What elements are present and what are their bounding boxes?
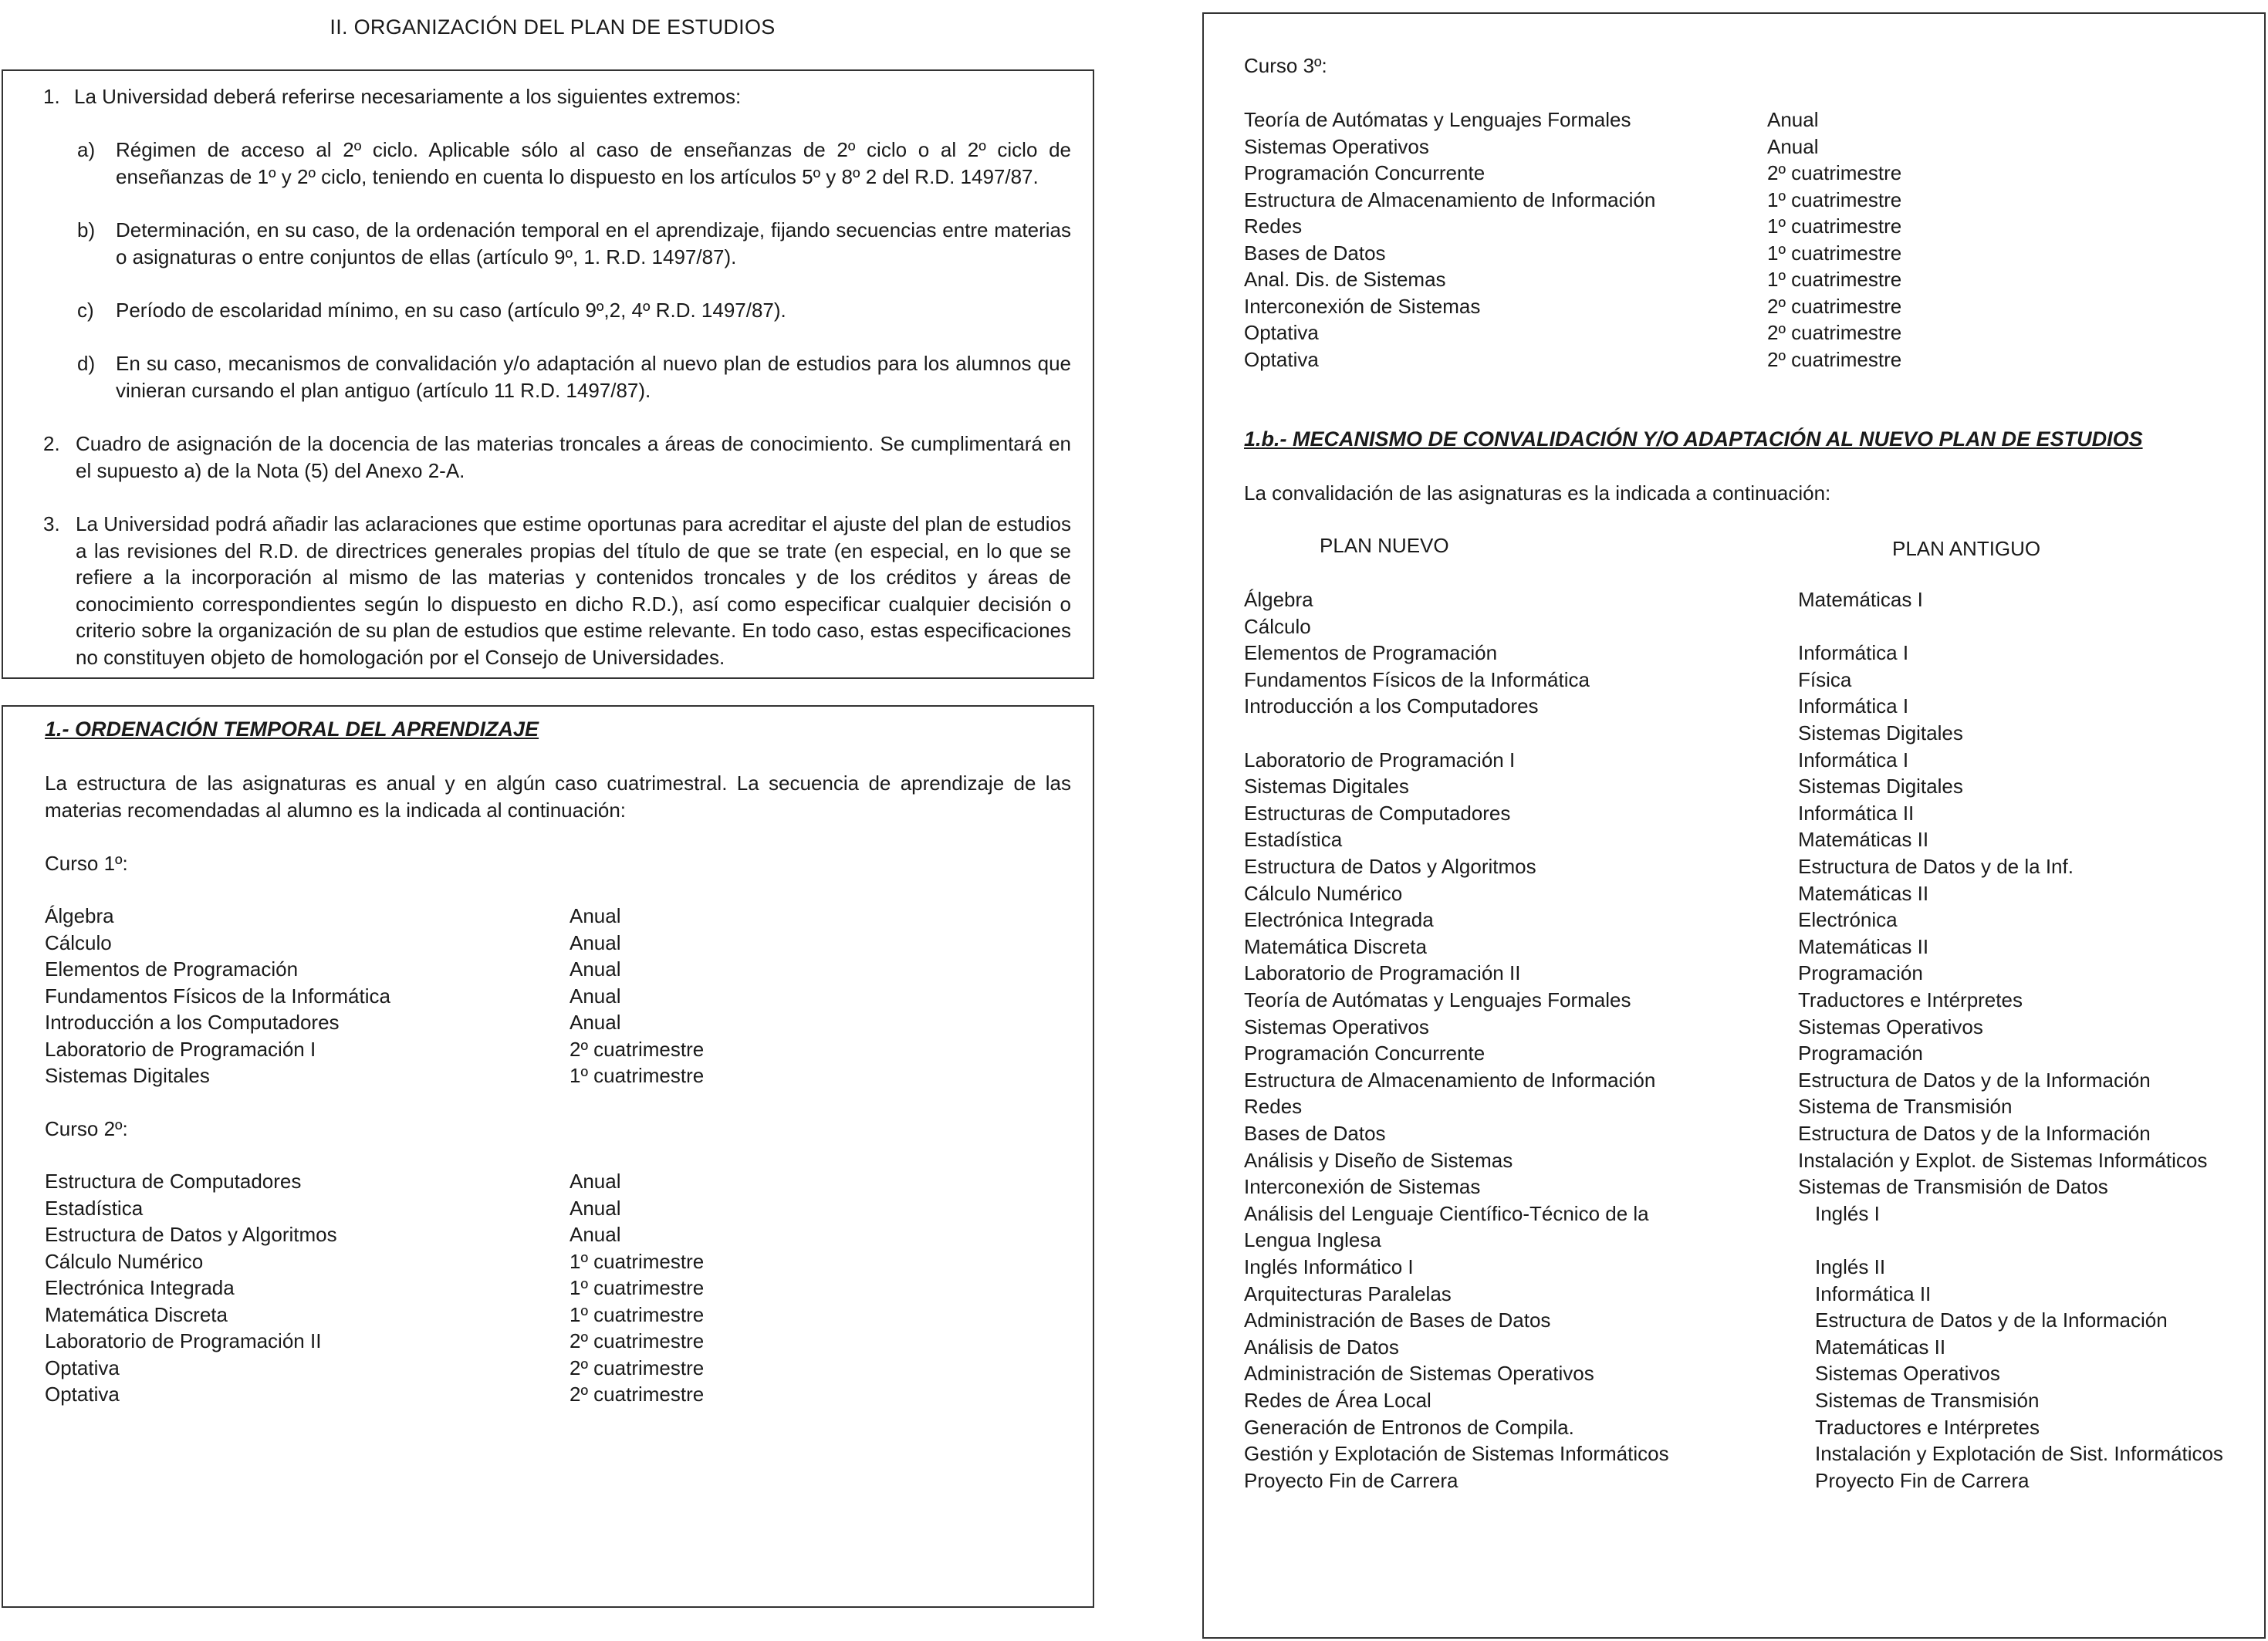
- plan-nuevo: Electrónica Integrada: [1244, 908, 1434, 932]
- plan-antiguo: Estructura de Datos y de la Información: [1798, 1068, 2151, 1092]
- table-row: [1244, 1093, 2263, 1120]
- table-row: [45, 1221, 1048, 1248]
- table-row: [1244, 880, 2263, 907]
- table-row: [1244, 160, 2247, 187]
- table-row: [45, 1062, 1048, 1089]
- subject: Interconexión de Sistemas: [1244, 294, 1481, 318]
- plan-antiguo: Electrónica: [1798, 908, 1898, 932]
- plan-nuevo: Administración de Bases de Datos: [1244, 1308, 1551, 1332]
- table-row: [1244, 1414, 2263, 1441]
- subject: Teoría de Autómatas y Lenguajes Formales: [1244, 108, 1631, 131]
- col-header-new: PLAN NUEVO: [1320, 534, 1449, 557]
- plan-nuevo: Álgebra: [1244, 588, 1313, 611]
- period: 2º cuatrimestre: [570, 1329, 705, 1352]
- period: Anual: [1767, 134, 1819, 158]
- curso-1-label: Curso 1º:: [45, 852, 128, 875]
- table-row: [1244, 693, 2263, 720]
- plan-antiguo: Informática I: [1798, 694, 1909, 718]
- plan-antiguo: Instalación y Explot. de Sistemas Informáticos: [1798, 1148, 2208, 1172]
- plan-nuevo: Administración de Sistemas Operativos: [1244, 1362, 1594, 1386]
- convalidacion-intro: La convalidación de las asignaturas es la indicada a continuación:: [1244, 481, 1831, 505]
- table-row: [1244, 907, 2263, 934]
- plan-antiguo: Traductores e Intérpretes: [1815, 1415, 2040, 1439]
- table-row: [1244, 213, 2247, 240]
- table-row: [1244, 1120, 2263, 1147]
- plan-antiguo: Matemáticas II: [1798, 881, 1929, 905]
- subject: Sistemas Digitales: [45, 1064, 210, 1087]
- plan-antiguo: Física: [1798, 667, 1852, 691]
- plan-antiguo: Traductores e Intérpretes: [1798, 988, 2023, 1011]
- plan-nuevo: Inglés Informático I: [1244, 1255, 1414, 1278]
- table-row: [1244, 106, 2247, 133]
- sub-b-text: Determinación, en su caso, de la ordenación temporal en el aprendizaje, fijando secuencias entre materias o asignaturas o entre conjuntos de ellas (artículo 9º, 1. R.D. 1497/87).: [116, 218, 1071, 268]
- table-row: [45, 956, 1048, 983]
- plan-antiguo: Informática II: [1798, 801, 1915, 825]
- plan-nuevo: Arquitecturas Paralelas: [1244, 1281, 1452, 1305]
- subject: Optativa: [1244, 321, 1319, 344]
- plan-nuevo: Redes: [1244, 1095, 1303, 1119]
- subject: Elementos de Programación: [45, 957, 299, 981]
- table-row: [1244, 987, 2263, 1014]
- plan-nuevo: Estructura de Almacenamiento de Información: [1244, 1068, 1656, 1092]
- plan-antiguo: Sistema de Transmisión: [1798, 1095, 2013, 1119]
- plan-nuevo: Gestión y Explotación de Sistemas Informáticos: [1244, 1442, 1669, 1466]
- table-row: [45, 1328, 1048, 1355]
- plan-nuevo: Análisis de Datos: [1244, 1335, 1399, 1359]
- plan-antiguo: Matemáticas II: [1798, 828, 1929, 852]
- plan-antiguo: Informática II: [1815, 1281, 1932, 1305]
- plan-nuevo: Generación de Entronos de Compila.: [1244, 1415, 1574, 1439]
- table-row: [45, 1275, 1048, 1302]
- plan-nuevo: Introducción a los Computadores: [1244, 694, 1539, 718]
- period: 2º cuatrimestre: [570, 1037, 705, 1061]
- plan-nuevo: Laboratorio de Programación II: [1244, 961, 1521, 985]
- plan-antiguo: Inglés I: [1815, 1201, 1880, 1225]
- plan-antiguo: Sistemas de Transmisión de Datos: [1798, 1175, 2108, 1199]
- period: Anual: [570, 1196, 621, 1220]
- table-row: [1244, 1281, 2263, 1308]
- plan-antiguo: Sistemas Digitales: [1798, 721, 1963, 745]
- sub-d-label: d): [77, 352, 96, 375]
- period: Anual: [570, 1170, 621, 1193]
- plan-nuevo: Estadística: [1244, 828, 1343, 852]
- table-row: [1244, 1467, 2263, 1494]
- subject: Estadística: [45, 1196, 144, 1220]
- table-row: [1244, 1334, 2263, 1361]
- period: 1º cuatrimestre: [1767, 241, 1902, 265]
- ordenacion-heading: 1.- ORDENACIÓN TEMPORAL DEL APRENDIZAJE: [45, 718, 539, 741]
- plan-nuevo: Estructuras de Computadores: [1244, 801, 1511, 825]
- period: 2º cuatrimestre: [570, 1383, 705, 1406]
- period: 2º cuatrimestre: [570, 1356, 705, 1379]
- period: Anual: [570, 904, 621, 927]
- table-row: [1244, 1307, 2263, 1334]
- table-row: [45, 1302, 1048, 1329]
- table-row: [1244, 1254, 2263, 1281]
- table-row: [1244, 773, 2263, 800]
- plan-nuevo: Bases de Datos: [1244, 1122, 1386, 1145]
- subject: Álgebra: [45, 904, 114, 927]
- plan-nuevo: Proyecto Fin de Carrera: [1244, 1468, 1458, 1492]
- plan-nuevo: Sistemas Digitales: [1244, 775, 1409, 799]
- plan-nuevo: Cálculo: [1244, 614, 1311, 638]
- sub-a-label: a): [77, 138, 96, 161]
- plan-nuevo: Teoría de Autómatas y Lenguajes Formales: [1244, 988, 1631, 1011]
- curso-3-label: Curso 3º:: [1244, 54, 1327, 77]
- instructions-box: [2, 69, 1094, 679]
- item-2-text: Cuadro de asignación de la docencia de las materias troncales a áreas de conocimiento. Se cumplimentará en el supuesto a) de la Nota (5) del Anexo 2-A.: [76, 432, 1071, 482]
- table-row: [1244, 667, 2263, 694]
- ordenacion-box: [2, 705, 1094, 1608]
- table-row: [45, 1009, 1048, 1036]
- table-row: [1244, 800, 2263, 827]
- table-row: [1244, 187, 2247, 214]
- plan-antiguo: Proyecto Fin de Carrera: [1815, 1468, 2030, 1492]
- subject: Electrónica Integrada: [45, 1276, 235, 1299]
- subject: Sistemas Operativos: [1244, 134, 1429, 158]
- table-row: [1244, 1387, 2263, 1414]
- plan-antiguo: Estructura de Datos y de la Inf.: [1798, 855, 2074, 878]
- plan-nuevo: Estructura de Datos y Algoritmos: [1244, 855, 1536, 878]
- plan-antiguo: Matemáticas II: [1798, 934, 1929, 958]
- period: 2º cuatrimestre: [1767, 321, 1902, 344]
- table-row: [1244, 1067, 2263, 1094]
- table-row: [1244, 640, 2263, 667]
- table-row: [45, 1168, 1048, 1195]
- table-row: [1244, 613, 2263, 640]
- period: 1º cuatrimestre: [1767, 187, 1902, 211]
- subject: Fundamentos Físicos de la Informática: [45, 984, 390, 1008]
- col-header-old: PLAN ANTIGUO: [1892, 537, 2041, 560]
- table-row: [1244, 240, 2247, 267]
- subject: Redes: [1244, 214, 1303, 238]
- table-row: [1244, 293, 2247, 320]
- subject: Laboratorio de Programación II: [45, 1329, 322, 1352]
- period: 1º cuatrimestre: [570, 1276, 705, 1299]
- subject: Estructura de Datos y Algoritmos: [45, 1223, 337, 1246]
- curso-2-label: Curso 2º:: [45, 1117, 128, 1140]
- sub-c-label: c): [77, 299, 94, 322]
- period: Anual: [570, 957, 621, 981]
- plan-antiguo: Matemáticas I: [1798, 588, 1923, 611]
- table-row: [1244, 720, 2263, 747]
- plan-antiguo: Informática I: [1798, 748, 1909, 772]
- plan-antiguo: Estructura de Datos y de la Información: [1815, 1308, 2168, 1332]
- plan-antiguo: Inglés II: [1815, 1255, 1886, 1278]
- subject: Estructura de Almacenamiento de Información: [1244, 187, 1656, 211]
- subject: Cálculo Numérico: [45, 1249, 204, 1273]
- subject: Optativa: [45, 1383, 120, 1406]
- page-title: II. ORGANIZACIÓN DEL PLAN DE ESTUDIOS: [330, 15, 776, 39]
- table-row: [45, 983, 1048, 1010]
- table-row: [1244, 346, 2247, 373]
- period: 2º cuatrimestre: [1767, 161, 1902, 184]
- period: Anual: [570, 1011, 621, 1034]
- plan-nuevo: Análisis y Diseño de Sistemas: [1244, 1148, 1513, 1172]
- subject: Programación Concurrente: [1244, 161, 1486, 184]
- ordenacion-intro: La estructura de las asignaturas es anual y en algún caso cuatrimestral. La secuencia de aprendizaje de las materias recomendadas al alumno es la indicada al continuación:: [45, 772, 1071, 822]
- table-row: [45, 1248, 1048, 1275]
- sub-c-text: Período de escolaridad mínimo, en su caso (artículo 9º,2, 4º R.D. 1497/87).: [116, 299, 786, 322]
- table-row: [45, 903, 1048, 930]
- plan-nuevo: Fundamentos Físicos de la Informática: [1244, 667, 1590, 691]
- subject: Introducción a los Computadores: [45, 1011, 340, 1034]
- plan-nuevo: Programación Concurrente: [1244, 1042, 1486, 1065]
- table-row: [1244, 960, 2263, 987]
- plan-nuevo: Interconexión de Sistemas: [1244, 1175, 1481, 1199]
- plan-nuevo: Matemática Discreta: [1244, 934, 1427, 958]
- subject: Estructura de Computadores: [45, 1170, 302, 1193]
- right-box: [1202, 12, 2266, 1639]
- table-row: [1244, 853, 2263, 880]
- period: Anual: [1767, 108, 1819, 131]
- item-1-text: La Universidad deberá referirse necesariamente a los siguientes extremos:: [74, 85, 742, 108]
- table-row: [1244, 934, 2263, 961]
- subject: Optativa: [1244, 347, 1319, 371]
- subject: Bases de Datos: [1244, 241, 1386, 265]
- period: Anual: [570, 984, 621, 1008]
- period: 2º cuatrimestre: [1767, 294, 1902, 318]
- sub-d-text: En su caso, mecanismos de convalidación y/o adaptación al nuevo plan de estudios para los alumnos que vinieran cursando el plan antiguo (artículo 11 R.D. 1497/87).: [116, 352, 1071, 402]
- sub-a-text: Régimen de acceso al 2º ciclo. Aplicable sólo al caso de enseñanzas de 2º ciclo o al 2º ciclo de enseñanzas de 1º y 2º ciclo, teniendo en cuenta lo dispuesto en los artículos 5º y 8º 2 del R.D. 1497/87.: [116, 138, 1071, 188]
- table-row: [1244, 133, 2247, 160]
- table-row: [1244, 1014, 2263, 1041]
- item-3-number: 3.: [43, 512, 60, 535]
- table-row: [1244, 1200, 2263, 1227]
- table-row: [1244, 266, 2247, 293]
- table-row: [45, 930, 1048, 957]
- sub-b-label: b): [77, 218, 96, 241]
- subject: Matemática Discreta: [45, 1302, 228, 1326]
- plan-antiguo: Informática I: [1798, 641, 1909, 665]
- period: 2º cuatrimestre: [1767, 347, 1902, 371]
- subject: Optativa: [45, 1356, 120, 1379]
- table-row: [1244, 826, 2263, 853]
- convalidacion-heading: 1.b.- MECANISMO DE CONVALIDACIÓN Y/O ADAPTACIÓN AL NUEVO PLAN DE ESTUDIOS: [1244, 427, 2143, 451]
- table-row: [1244, 747, 2263, 774]
- plan-antiguo: Programación: [1798, 961, 1923, 985]
- period: 1º cuatrimestre: [1767, 268, 1902, 291]
- plan-antiguo: Sistemas Operativos: [1798, 1015, 1983, 1038]
- plan-antiguo: Sistemas Operativos: [1815, 1362, 2000, 1386]
- subject: Cálculo: [45, 930, 112, 954]
- table-row: [1244, 319, 2247, 346]
- plan-nuevo: Sistemas Operativos: [1244, 1015, 1429, 1038]
- period: 1º cuatrimestre: [570, 1249, 705, 1273]
- table-row: [1244, 1173, 2263, 1200]
- plan-nuevo: Redes de Área Local: [1244, 1389, 1431, 1412]
- period: Anual: [570, 930, 621, 954]
- plan-nuevo: Lengua Inglesa: [1244, 1228, 1381, 1252]
- item-3-text: La Universidad podrá añadir las aclaraciones que estime oportunas para acreditar el ajuste del plan de estudios a las revisiones del R.D. de directrices generales propias del título de que se trate (en especial, en lo que se refiere a la incorporación al mismo de las materias y contenidos troncales y de los créditos y áreas de conocimiento correspondientes según lo dispuesto en dicho R.D.), así como especificar cualquier decisión o criterio sobre la organización de su plan de estudios que estime relevante. En todo caso, estas especificaciones no constituyen objeto de homologación por el Consejo de Universidades.: [76, 512, 1071, 669]
- table-row: [45, 1355, 1048, 1382]
- period: 1º cuatrimestre: [1767, 214, 1902, 238]
- plan-nuevo: Elementos de Programación: [1244, 641, 1498, 665]
- plan-nuevo: Análisis del Lenguaje Científico-Técnico de la: [1244, 1201, 1649, 1225]
- period: 1º cuatrimestre: [570, 1302, 705, 1326]
- table-row: [45, 1381, 1048, 1408]
- plan-antiguo: Programación: [1798, 1042, 1923, 1065]
- table-row: [1244, 1040, 2263, 1067]
- table-row: [1244, 1227, 2263, 1254]
- table-row: [1244, 1440, 2263, 1467]
- table-row: [45, 1195, 1048, 1222]
- period: Anual: [570, 1223, 621, 1246]
- item-2-number: 2.: [43, 432, 60, 455]
- plan-antiguo: Estructura de Datos y de la Información: [1798, 1122, 2151, 1145]
- table-row: [45, 1036, 1048, 1063]
- plan-antiguo: Sistemas de Transmisión: [1815, 1389, 2040, 1412]
- item-1-number: 1.: [43, 85, 60, 108]
- plan-nuevo: Laboratorio de Programación I: [1244, 748, 1516, 772]
- plan-antiguo: Matemáticas II: [1815, 1335, 1946, 1359]
- table-row: [1244, 586, 2263, 613]
- subject: Laboratorio de Programación I: [45, 1037, 316, 1061]
- period: 1º cuatrimestre: [570, 1064, 705, 1087]
- plan-antiguo: Sistemas Digitales: [1798, 775, 1963, 799]
- table-row: [1244, 1147, 2263, 1174]
- table-row: [1244, 1360, 2263, 1387]
- plan-nuevo: Cálculo Numérico: [1244, 881, 1403, 905]
- plan-antiguo: Instalación y Explotación de Sist. Informáticos: [1815, 1442, 2223, 1466]
- subject: Anal. Dis. de Sistemas: [1244, 268, 1446, 291]
